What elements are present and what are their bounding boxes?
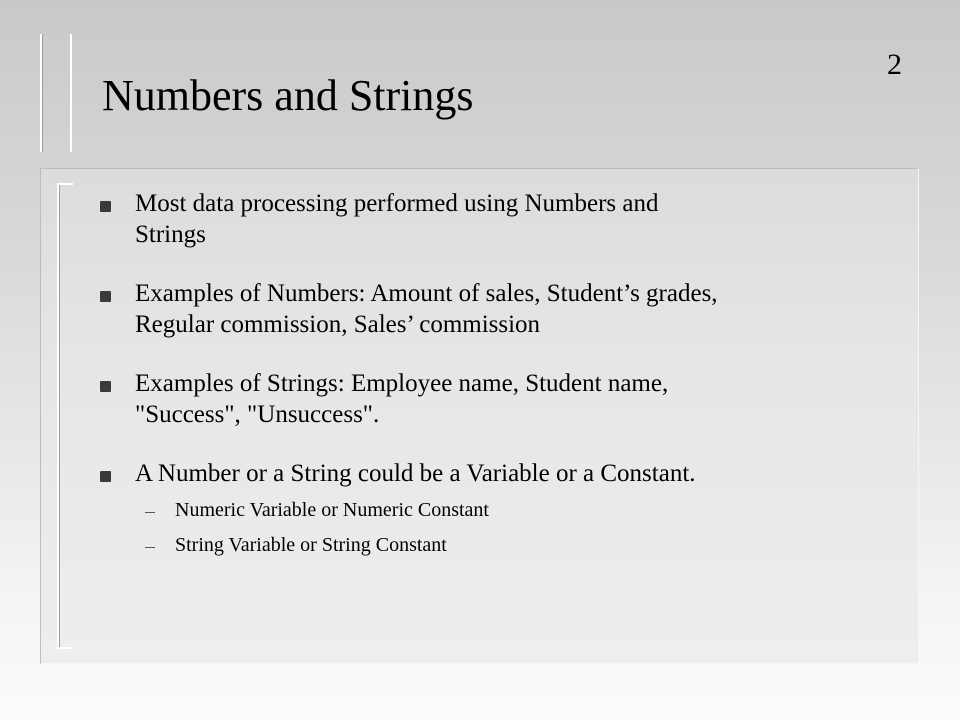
bullet-item xyxy=(100,458,900,560)
page-number: 2 xyxy=(887,48,902,81)
sub-bullet-text: String Variable or String Constant xyxy=(175,534,447,556)
square-bullet-icon xyxy=(100,201,111,212)
sub-bullet-item xyxy=(135,495,900,525)
bullet-text-line: Examples of Numbers: Amount of sales, Student’s grades, xyxy=(135,280,718,307)
bullet-text-line: Regular commission, Sales’ commission xyxy=(135,311,541,338)
bullet-text-line: Strings xyxy=(135,221,206,248)
sub-bullet-text: Numeric Variable or Numeric Constant xyxy=(175,499,489,521)
bullet-item xyxy=(100,278,900,340)
dash-bullet-icon xyxy=(145,547,155,548)
sub-bullet-item xyxy=(135,530,900,560)
title-frame-decoration xyxy=(40,34,72,152)
slide-title: Numbers and Strings xyxy=(102,71,474,120)
bullet-list xyxy=(100,188,900,588)
dash-bullet-icon xyxy=(145,512,155,513)
bullet-text-line: A Number or a String could be a Variable or a Constant. xyxy=(135,460,696,487)
bullet-text-line: "Success", "Unsuccess". xyxy=(135,401,380,428)
content-rule-decoration xyxy=(57,183,73,649)
sub-bullet-list xyxy=(135,495,900,560)
bullet-text-line: Examples of Strings: Employee name, Student name, xyxy=(135,370,669,397)
square-bullet-icon xyxy=(100,291,111,302)
square-bullet-icon xyxy=(100,471,111,482)
square-bullet-icon xyxy=(100,381,111,392)
bullet-text-line: Most data processing performed using Numbers and xyxy=(135,190,659,217)
bullet-item xyxy=(100,368,900,430)
bullet-item xyxy=(100,188,900,250)
